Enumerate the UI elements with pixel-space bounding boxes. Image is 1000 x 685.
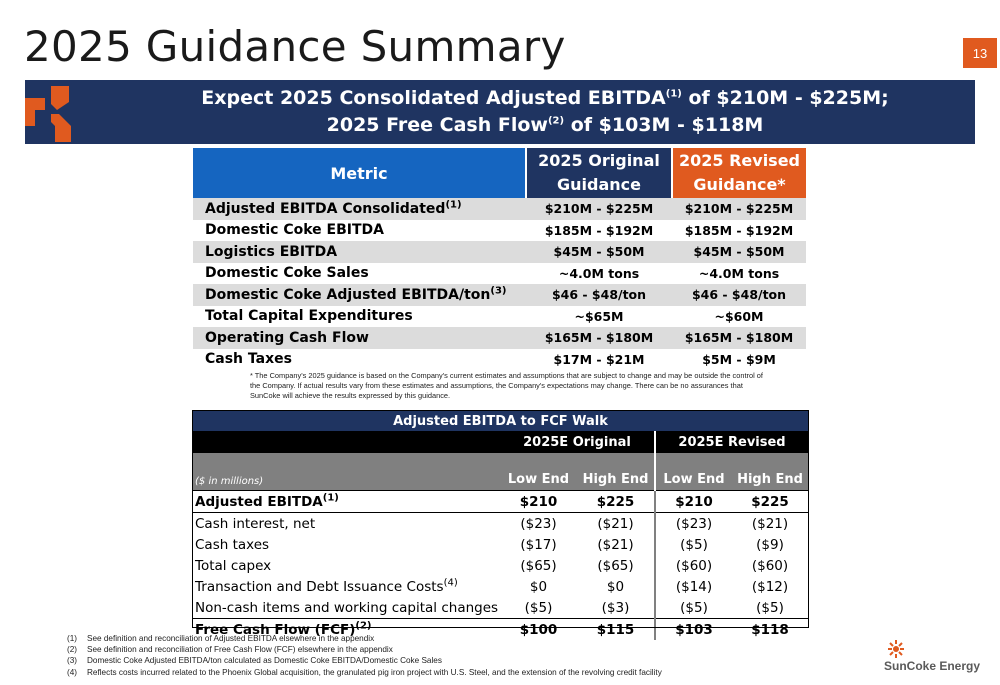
walk-value: ($3) [601, 599, 630, 616]
original-value: ~$65M [574, 308, 624, 324]
walk-value: $0 [606, 578, 625, 595]
walk-value: ($65) [520, 557, 557, 574]
metric-name: Adjusted EBITDA Consolidated$^{(1)}$ [193, 198, 526, 220]
walk-row [193, 491, 808, 513]
walk-value: ($5) [655, 597, 732, 619]
walk-value: $103 [655, 619, 732, 641]
footnote-number: (1) [67, 634, 78, 643]
footnote-number: (2) [67, 645, 78, 655]
walk-value: $225 [732, 491, 808, 513]
original-value: $185M - $192M [544, 222, 654, 238]
walk-label: Free Cash Flow (FCF)$^{(2)}$ [193, 619, 500, 641]
revised-value: ~4.0M tons [698, 265, 780, 281]
walk-label: Non-cash items and working capital changes [195, 599, 499, 616]
logo-text: SunCoke Energy [884, 659, 981, 673]
walk-value: ($5) [655, 534, 732, 555]
walk-label: Total capex [195, 557, 272, 574]
walk-row [193, 555, 808, 576]
walk-value: ($60) [751, 557, 789, 574]
footnote-text: Domestic Coke Adjusted EBITDA/ton calculated as Domestic Coke EBITDA/Domestic Coke Sales [87, 656, 442, 666]
walk-value: $118 [732, 619, 808, 641]
suncoke-logo [884, 640, 984, 680]
walk-value: ($5) [524, 599, 553, 616]
guidance-row [193, 263, 806, 285]
original-guidance-header: 2025 Original Guidance [526, 148, 672, 198]
revised-group-header: 2025E Revised [655, 431, 808, 453]
original-high-header: High End [577, 453, 655, 491]
walk-row [193, 534, 808, 555]
original-value: $165M - $180M [526, 327, 672, 349]
revised-high-header: High End [732, 453, 808, 491]
footnote-text: Reflects costs incurred related to the Phoenix Global acquisition, the granulated pig iron project with U.S. Steel, and the extension of the revolving credit facility [87, 667, 662, 677]
revised-value: $45M - $50M [672, 241, 806, 263]
walk-value: ($12) [751, 578, 789, 595]
original-value: $210M - $225M [526, 198, 672, 220]
walk-value: ($9) [756, 536, 784, 553]
page-title: 2025 Guidance Summary [24, 22, 566, 71]
footnote-number: (4) [67, 667, 78, 677]
walk-value: ($5) [756, 599, 784, 616]
footnote [67, 633, 867, 644]
metric-name: Domestic Coke Sales [205, 265, 369, 282]
footnote-text: See definition and reconciliation of Free Cash Flow (FCF) elsewhere in the appendix [87, 645, 393, 655]
walk-value: $210 [655, 491, 732, 513]
revised-value: $5M - $9M [702, 351, 776, 367]
walk-label: Cash interest, net [195, 515, 316, 532]
walk-value: ($65) [597, 557, 634, 574]
original-group-header: 2025E Original [500, 431, 655, 453]
original-value: $45M - $50M [526, 241, 672, 263]
walk-value: $210 [500, 491, 577, 513]
guidance-row [193, 306, 806, 328]
walk-value: ($14) [655, 576, 732, 597]
headline-line1-value: of $210M - $225M; [681, 87, 889, 109]
headline-banner [25, 80, 975, 144]
sun-icon [888, 640, 904, 658]
original-value: $46 - $48/ton [526, 284, 672, 306]
revised-low-header: Low End [655, 453, 732, 491]
revised-guidance-header: 2025 Revised Guidance* [672, 148, 806, 198]
walk-value: ($21) [597, 515, 634, 532]
walk-header-blank [193, 431, 500, 453]
footnote-number: (3) [67, 656, 78, 666]
walk-table-title: Adjusted EBITDA to FCF Walk [193, 411, 808, 431]
guidance-disclaimer: * The Company's 2025 guidance is based on the Company's current estimates and assumptions that are subject to change and may be outside the control of the Company. If actual results vary from these estimates and assumptions, the Company's expectations may change. There can be no assurances that SunCoke will achieve the results expressed by this guidance. [250, 371, 763, 400]
guidance-row [193, 241, 806, 263]
walk-value: $100 [500, 619, 577, 641]
walk-value: $225 [577, 491, 655, 513]
metric-name: Operating Cash Flow [193, 327, 526, 349]
original-low-header: Low End [500, 453, 577, 491]
walk-label: Cash taxes [195, 536, 270, 553]
walk-value: ($23) [655, 513, 732, 535]
guidance-row [193, 349, 806, 371]
headline-line2-value: of $103M - $118M [564, 114, 764, 136]
metric-header: Metric [193, 148, 526, 198]
walk-value: $115 [577, 619, 655, 641]
metric-name: Domestic Coke EBITDA [205, 222, 384, 239]
guidance-row [193, 284, 806, 306]
original-value: ~4.0M tons [558, 265, 640, 281]
footnote [67, 655, 867, 666]
guidance-table [193, 148, 806, 370]
original-value: $17M - $21M [553, 351, 645, 367]
metric-name: Domestic Coke Adjusted EBITDA/ton$^{(3)}$ [193, 284, 526, 306]
walk-value: ($17) [520, 536, 557, 553]
metric-name: Logistics EBITDA [193, 241, 526, 263]
footnote [67, 667, 867, 678]
page-number: 13 [963, 38, 997, 68]
guidance-row [193, 198, 806, 220]
suncoke-mark-icon [25, 80, 83, 144]
unit-label: ($ in millions) [193, 453, 500, 491]
walk-row [193, 597, 808, 619]
footnotes [67, 633, 867, 678]
revised-value: ~$60M [714, 308, 764, 324]
headline-line2: 2025 Free Cash Flow [326, 114, 548, 136]
footnote-ref: (2) [547, 115, 565, 127]
headline-line1: Expect 2025 Consolidated Adjusted EBITDA [201, 87, 666, 109]
metric-name: Cash Taxes [205, 351, 292, 368]
walk-value: $0 [529, 578, 548, 595]
walk-value: ($21) [751, 515, 789, 532]
footnote-ref: (1) [665, 88, 682, 100]
footnote [67, 644, 867, 655]
revised-value: $46 - $48/ton [672, 284, 806, 306]
walk-row [193, 576, 808, 597]
revised-value: $165M - $180M [672, 327, 806, 349]
walk-value: ($60) [655, 555, 732, 576]
revised-value: $210M - $225M [672, 198, 806, 220]
headline-text [125, 85, 965, 139]
walk-value: ($23) [520, 515, 557, 532]
metric-name: Total Capital Expenditures [205, 308, 413, 325]
walk-label: Transaction and Debt Issuance Costs$^{(4)}$ [195, 577, 458, 595]
walk-value: ($21) [597, 536, 634, 553]
walk-label: Adjusted EBITDA$^{(1)}$ [193, 491, 500, 513]
revised-value: $185M - $192M [684, 222, 794, 238]
guidance-row [193, 220, 806, 242]
footnote-text: See definition and reconciliation of Adjusted EBITDA elsewhere in the appendix [87, 634, 375, 643]
walk-row [193, 513, 808, 535]
ebitda-fcf-walk-table [193, 411, 808, 640]
guidance-row [193, 327, 806, 349]
